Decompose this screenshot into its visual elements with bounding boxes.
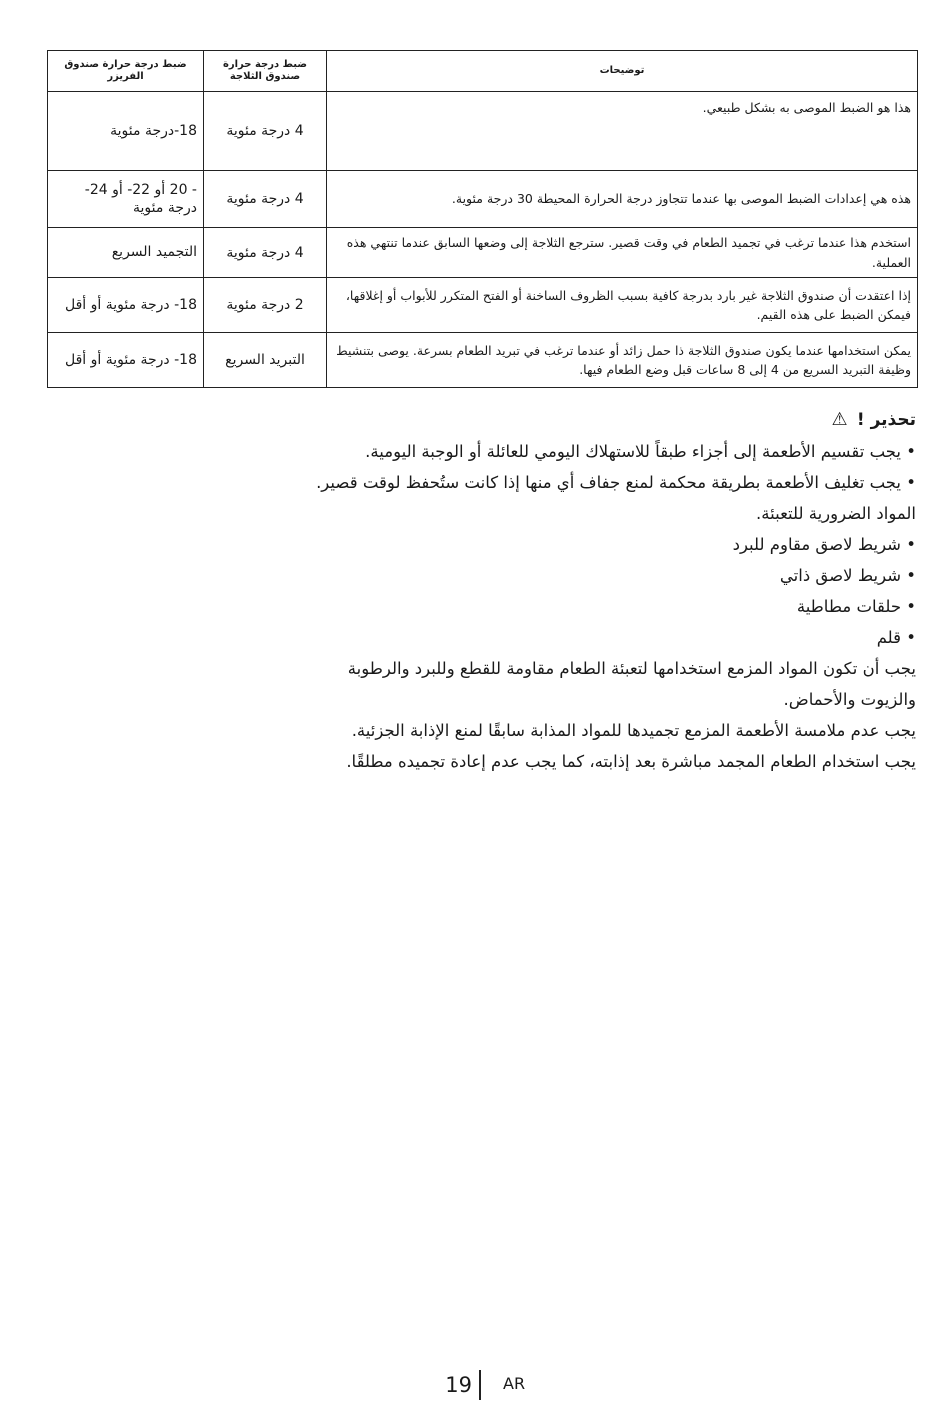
header-freezer-setting: ضبط درجة حرارة صندوق الفريزر [48,51,204,92]
list-item: • شريط لاصق مقاوم للبرد [732,535,916,554]
table-row [48,171,918,228]
row-freezer-setting: 18-درجة مئوية [48,92,204,171]
header-fridge-setting: ضبط درجة حرارة صندوق الثلاجة [204,51,327,92]
row-fridge-setting: 4 درجة مئوية [204,228,327,278]
warning-title: تحذير ! [856,410,916,430]
row-description: إذا اعتقدت أن صندوق الثلاجة غير بارد بدرجة كافية بسبب الظروف الساخنة أو الفتح المتكرر للأبواب أو إغلاقها، فيمكن الضبط على هذه القيم. [327,278,918,333]
warning-paragraph: يجب أن تكون المواد المزمع استخدامها لتعبئة الطعام مقاومة للقطع وللبرد والرطوبة والزيوت والأحماض. [347,659,916,709]
list-item: • حلقات مطاطية [796,597,916,616]
header-description: توضيحات [327,51,918,92]
warning-paragraph: يجب استخدام الطعام المجمد مباشرة بعد إذابته، كما يجب عدم إعادة تجميده مطلقًا. [346,752,916,771]
warning-paragraph: • يجب تغليف الأطعمة بطريقة محكمة لمنع جفاف أي منها إذا كانت ستُحفظ لوقت قصير. [316,473,916,492]
row-description: هذه هي إعدادات الضبط الموصى بها عندما تتجاوز درجة الحرارة المحيطة 30 درجة مئوية. [327,171,918,228]
warning-paragraph: يجب عدم ملامسة الأطعمة المزمع تجميدها للمواد المذابة سابقًا لمنع الإذابة الجزئية. [351,721,916,740]
table-row [48,278,918,333]
page-footer [0,1370,950,1400]
row-fridge-setting: 4 درجة مئوية [204,171,327,228]
row-freezer-setting: - 20 أو 22- أو 24- درجة مئوية [48,171,204,228]
page-number: 19 [445,1373,472,1397]
temperature-settings-table [47,50,918,388]
row-freezer-setting: التجميد السريع [48,228,204,278]
footer-divider [479,1370,481,1400]
row-description: هذا هو الضبط الموصى به بشكل طبيعي. [327,92,918,171]
row-fridge-setting: 2 درجة مئوية [204,278,327,333]
row-fridge-setting: التبريد السريع [204,333,327,388]
row-freezer-setting: 18- درجة مئوية أو أقل [48,278,204,333]
row-description: يمكن استخدامها عندما يكون صندوق الثلاجة ذا حمل زائد أو عندما ترغب في تبريد الطعام بسرعة. يوصى بتنشيط وظيفة التبريد السريع من 4 إلى 8 ساعات قبل وضع الطعام فيها. [327,333,918,388]
list-item: • قلم [876,628,916,647]
language-code: AR [503,1374,526,1393]
table-row [48,92,918,171]
table-row [48,333,918,388]
row-freezer-setting: 18- درجة مئوية أو أقل [48,333,204,388]
warning-heading [296,404,916,436]
warning-paragraph: • يجب تقسيم الأطعمة إلى أجزاء طبقاً للاستهلاك اليومي للعائلة أو الوجبة اليومية. [365,442,916,461]
packaging-materials-heading: المواد الضرورية للتعبئة. [756,504,916,523]
row-description: استخدم هذا عندما ترغب في تجميد الطعام في وقت قصير. سترجع الثلاجة إلى وضعها السابق عندما تنتهي هذه العملية. [327,228,918,278]
row-fridge-setting: 4 درجة مئوية [204,92,327,171]
list-item: • شريط لاصق ذاتي [779,566,916,585]
table-row [48,228,918,278]
warning-triangle-icon: ⚠ [831,409,848,430]
table-header-row [48,51,918,92]
warning-section [296,404,916,777]
